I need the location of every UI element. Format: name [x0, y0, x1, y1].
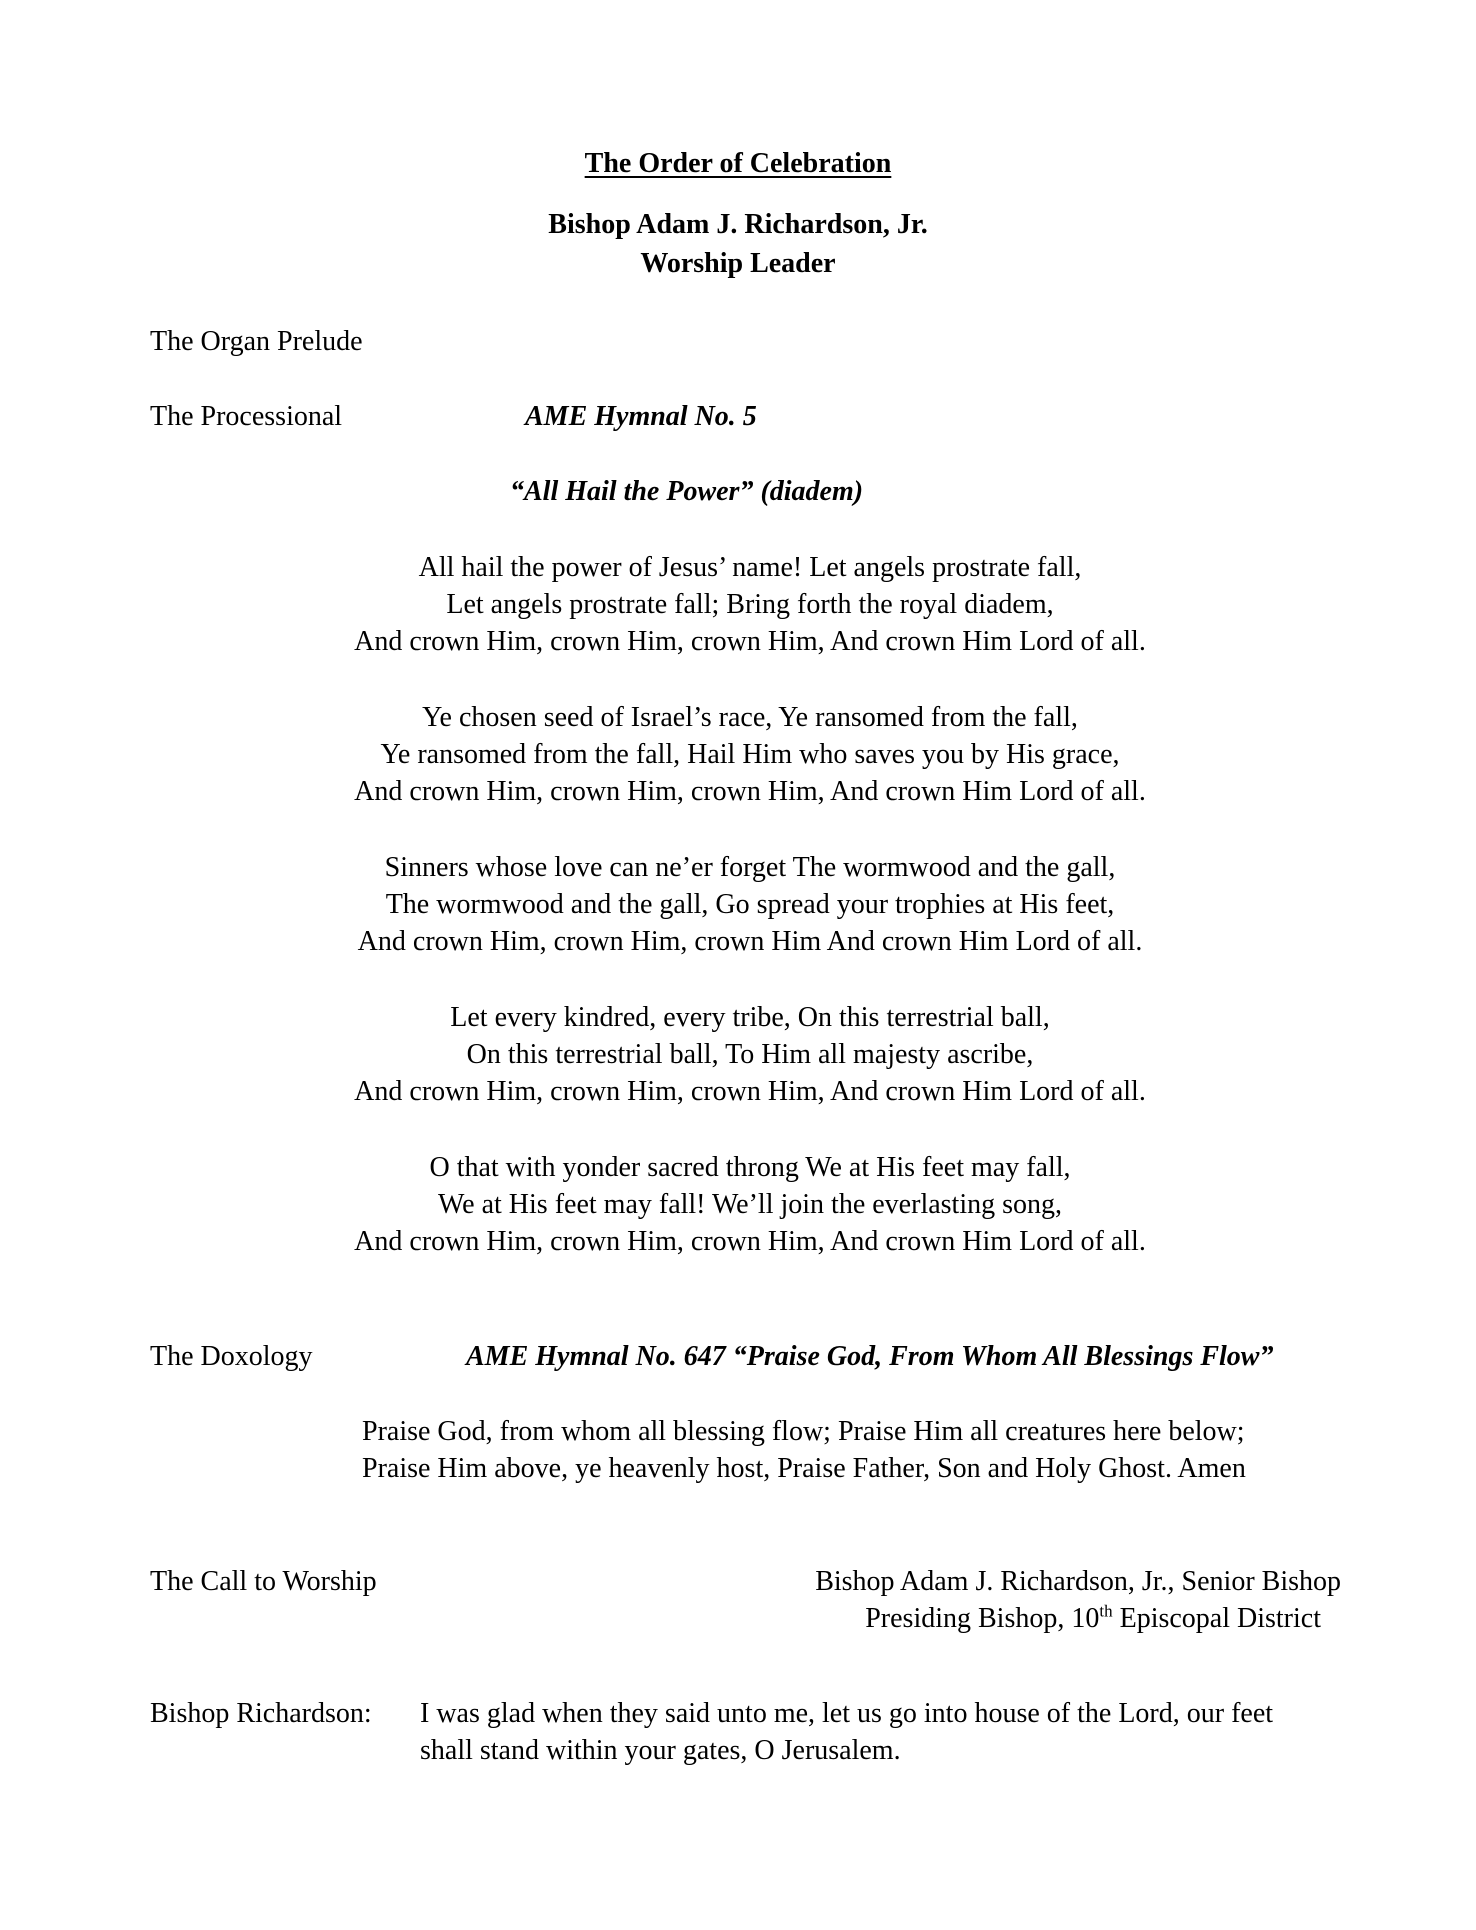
- ordinal-suffix: th: [1099, 1601, 1113, 1621]
- stanza-line: Ye ransomed from the fall, Hail Him who saves you by His grace,: [380, 739, 1120, 770]
- processional-label: The Processional: [150, 401, 343, 432]
- call-to-worship-leader: Bishop Adam J. Richardson, Jr., Senior Bishop: [815, 1566, 1341, 1597]
- stanza-line: Let angels prostrate fall; Bring forth the royal diadem,: [446, 589, 1054, 620]
- stanza-line: On this terrestrial ball, To Him all majesty ascribe,: [466, 1039, 1034, 1070]
- doxology-line: Praise God, from whom all blessing flow; Praise Him all creatures here below;: [362, 1416, 1245, 1447]
- stanza-line: And crown Him, crown Him, crown Him, And crown Him Lord of all.: [354, 776, 1146, 807]
- leader-title-text-end: Episcopal District: [1112, 1603, 1321, 1634]
- processional-hymnal: AME Hymnal No. 5: [525, 401, 757, 432]
- doxology-label: The Doxology: [150, 1341, 313, 1372]
- hymn-stanza-2: [200, 699, 1300, 810]
- response-line-2: shall stand within your gates, O Jerusalem.: [420, 1735, 901, 1766]
- stanza-line: Let every kindred, every tribe, On this terrestrial ball,: [450, 1002, 1050, 1033]
- hymn-stanza-4: [200, 999, 1300, 1110]
- leader-name: Bishop Adam J. Richardson, Jr.: [548, 209, 928, 240]
- response-line-1: I was glad when they said unto me, let us go into house of the Lord, our feet: [420, 1698, 1274, 1729]
- stanza-line: And crown Him, crown Him, crown Him, And crown Him Lord of all.: [354, 626, 1146, 657]
- leader-role: Worship Leader: [640, 248, 836, 279]
- organ-prelude-label: The Organ Prelude: [150, 326, 363, 357]
- doxology-line: Praise Him above, ye heavenly host, Praise Father, Son and Holy Ghost. Amen: [362, 1453, 1246, 1484]
- stanza-line: O that with yonder sacred throng We at His feet may fall,: [429, 1152, 1071, 1183]
- stanza-line: We at His feet may fall! We’ll join the everlasting song,: [437, 1189, 1062, 1220]
- doxology-text: [362, 1413, 1246, 1487]
- stanza-line: Sinners whose love can ne’er forget The wormwood and the gall,: [384, 852, 1116, 883]
- stanza-line: Ye chosen seed of Israel’s race, Ye ransomed from the fall,: [422, 702, 1078, 733]
- speaker-label: Bishop Richardson:: [150, 1698, 372, 1729]
- call-to-worship-label: The Call to Worship: [150, 1566, 377, 1597]
- stanza-line: And crown Him, crown Him, crown Him, And crown Him Lord of all.: [354, 1076, 1146, 1107]
- stanza-line: All hail the power of Jesus’ name! Let angels prostrate fall,: [418, 552, 1082, 583]
- hymn-stanza-3: [200, 849, 1300, 960]
- call-to-worship-leader-title: [865, 1601, 1321, 1634]
- page-title: The Order of Celebration: [584, 148, 892, 179]
- leader-title-text: Presiding Bishop, 10: [865, 1603, 1100, 1634]
- stanza-line: The wormwood and the gall, Go spread your trophies at His feet,: [385, 889, 1115, 920]
- hymn-stanza-1: [200, 549, 1300, 660]
- processional-hymn-title: “All Hail the Power” (diadem): [510, 476, 864, 507]
- stanza-line: And crown Him, crown Him, crown Him, And crown Him Lord of all.: [354, 1226, 1146, 1257]
- doxology-hymnal: AME Hymnal No. 647 “Praise God, From Whom All Blessings Flow”: [466, 1341, 1274, 1372]
- hymn-stanza-5: [200, 1149, 1300, 1260]
- stanza-line: And crown Him, crown Him, crown Him And crown Him Lord of all.: [357, 926, 1143, 957]
